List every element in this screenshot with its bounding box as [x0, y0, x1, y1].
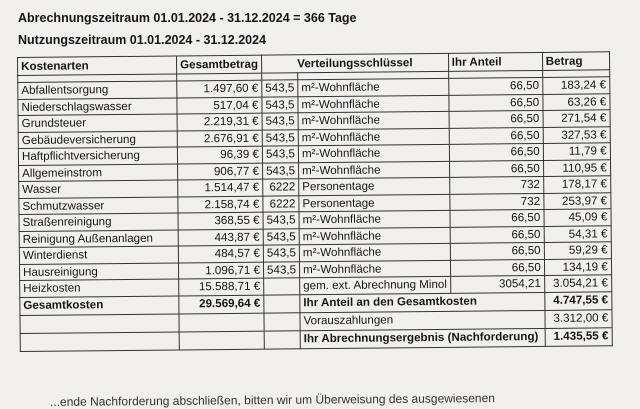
key-value: 543,5 — [262, 96, 298, 113]
cost-type: Haftpflichtversicherung — [18, 147, 177, 165]
amount: 45,09 € — [544, 209, 611, 226]
amount: 253,97 € — [544, 192, 611, 209]
cost-type: Gebäudeversicherung — [18, 130, 177, 148]
share: 66,50 — [450, 242, 544, 259]
cost-table — [17, 51, 613, 351]
voraus-label: Vorauszahlungen — [300, 310, 545, 330]
col-header-kostenarten: Kostenarten — [18, 56, 177, 76]
total-amount: 96,39 € — [177, 146, 262, 163]
amount: 3.054,21 € — [544, 275, 611, 292]
key-label: m²-Wohnfläche — [299, 210, 450, 228]
total-amount: 1.497,60 € — [177, 80, 262, 97]
gesamtkosten-label: Gesamtkosten — [20, 295, 179, 315]
gesamtkosten-value: 29.569,64 € — [179, 295, 264, 314]
cost-type: Schmutzwasser — [19, 196, 178, 214]
key-label: m²-Wohnfläche — [298, 144, 449, 162]
cost-type: Heizkosten — [20, 279, 179, 297]
key-label: Personentage — [299, 177, 450, 195]
amount: 327,53 € — [543, 126, 610, 143]
cost-type: Abfallentsorgung — [18, 81, 177, 99]
share: 66,50 — [449, 110, 543, 127]
col-header-gesamtbetrag: Gesamtbetrag — [176, 55, 261, 74]
share: 66,50 — [450, 226, 544, 243]
share: 66,50 — [450, 259, 544, 276]
key-label: m²-Wohnfläche — [298, 78, 449, 96]
total-amount: 368,55 € — [178, 212, 263, 229]
share: 66,50 — [448, 77, 542, 94]
amount: 54,31 € — [544, 225, 611, 242]
footer-text: ...ende Nachforderung abschließen, bitten wir um Überweisung des ausgewiesenen — [49, 391, 495, 409]
cost-type: Straßenreinigung — [19, 213, 178, 231]
amount: 11,79 € — [543, 143, 610, 160]
share: 66,50 — [449, 127, 543, 144]
amount: 271,54 € — [543, 110, 610, 127]
billing-period-line: Abrechnungszeitraum 01.01.2024 - 31.12.2024 = 366 Tage — [18, 11, 357, 25]
key-label: Personentage — [299, 194, 450, 212]
key-value: 6222 — [263, 195, 299, 212]
key-value — [264, 278, 300, 295]
ergebnis-value: 1.435,55 € — [545, 327, 612, 346]
share: 66,50 — [450, 209, 544, 226]
total-amount: 15.588,71 € — [179, 278, 264, 295]
key-label: m²-Wohnfläche — [299, 243, 450, 261]
cost-type: Niederschlagswasser — [18, 97, 177, 115]
cost-type: Grundsteuer — [18, 114, 177, 132]
col-header-verteilung: Verteilungsschlüssel — [261, 53, 448, 73]
key-label: gem. ext. Abrechnung Minol — [300, 276, 451, 294]
cost-type: Hausreinigung — [19, 262, 178, 280]
key-label: m²-Wohnfläche — [299, 161, 450, 179]
total-amount: 1.096,71 € — [178, 262, 263, 279]
total-amount: 2.676,91 € — [177, 130, 262, 147]
key-value: 543,5 — [263, 212, 299, 229]
total-amount: 517,04 € — [177, 97, 262, 114]
key-label: m²-Wohnfläche — [299, 260, 450, 278]
cost-type: Wasser — [19, 180, 178, 198]
key-label: m²-Wohnfläche — [298, 95, 449, 113]
key-value: 543,5 — [262, 80, 298, 97]
amount: 59,29 € — [544, 242, 611, 259]
total-amount: 1.514,47 € — [178, 179, 263, 196]
key-label: m²-Wohnfläche — [298, 128, 449, 146]
ergebnis-label: Ihr Abrechnungsergebnis (Nachforderung) — [300, 328, 545, 348]
share: 66,50 — [449, 143, 543, 160]
share: 66,50 — [449, 94, 543, 111]
amount: 110,95 € — [543, 159, 610, 176]
cost-type: Allgemeinstrom — [19, 163, 178, 181]
key-label: m²-Wohnfläche — [299, 227, 450, 245]
key-value: 543,5 — [262, 129, 298, 146]
total-amount: 2.158,74 € — [178, 196, 263, 213]
total-amount: 484,57 € — [178, 245, 263, 262]
key-value: 543,5 — [262, 162, 298, 179]
total-amount: 443,87 € — [178, 229, 263, 246]
col-header-anteil: Ihr Anteil — [448, 52, 542, 71]
amount: 178,17 € — [543, 176, 610, 193]
anteil-value: 4.747,55 € — [544, 291, 611, 310]
share: 732 — [450, 193, 544, 210]
col-header-betrag: Betrag — [542, 52, 609, 71]
cost-type: Winterdienst — [19, 246, 178, 264]
key-value: 543,5 — [263, 245, 299, 262]
amount: 63,26 € — [543, 93, 610, 110]
amount: 183,24 € — [542, 77, 609, 94]
cost-type: Reinigung Außenanlagen — [19, 229, 178, 247]
voraus-value: 3.312,00 € — [545, 309, 612, 328]
key-value: 543,5 — [263, 261, 299, 278]
share: 66,50 — [449, 160, 543, 177]
share: 3054,21 — [450, 275, 544, 292]
total-amount: 2.219,31 € — [177, 113, 262, 130]
key-label: m²-Wohnfläche — [298, 111, 449, 129]
key-value: 543,5 — [262, 146, 298, 163]
share: 732 — [449, 176, 543, 193]
key-value: 543,5 — [262, 113, 298, 130]
anteil-label: Ihr Anteil an den Gesamtkosten — [300, 292, 545, 312]
amount: 134,19 € — [544, 258, 611, 275]
total-amount: 906,77 € — [178, 163, 263, 180]
key-value: 543,5 — [263, 228, 299, 245]
key-value: 6222 — [263, 179, 299, 196]
usage-period-line: Nutzungszeitraum 01.01.2024 - 31.12.2024 — [18, 33, 267, 47]
